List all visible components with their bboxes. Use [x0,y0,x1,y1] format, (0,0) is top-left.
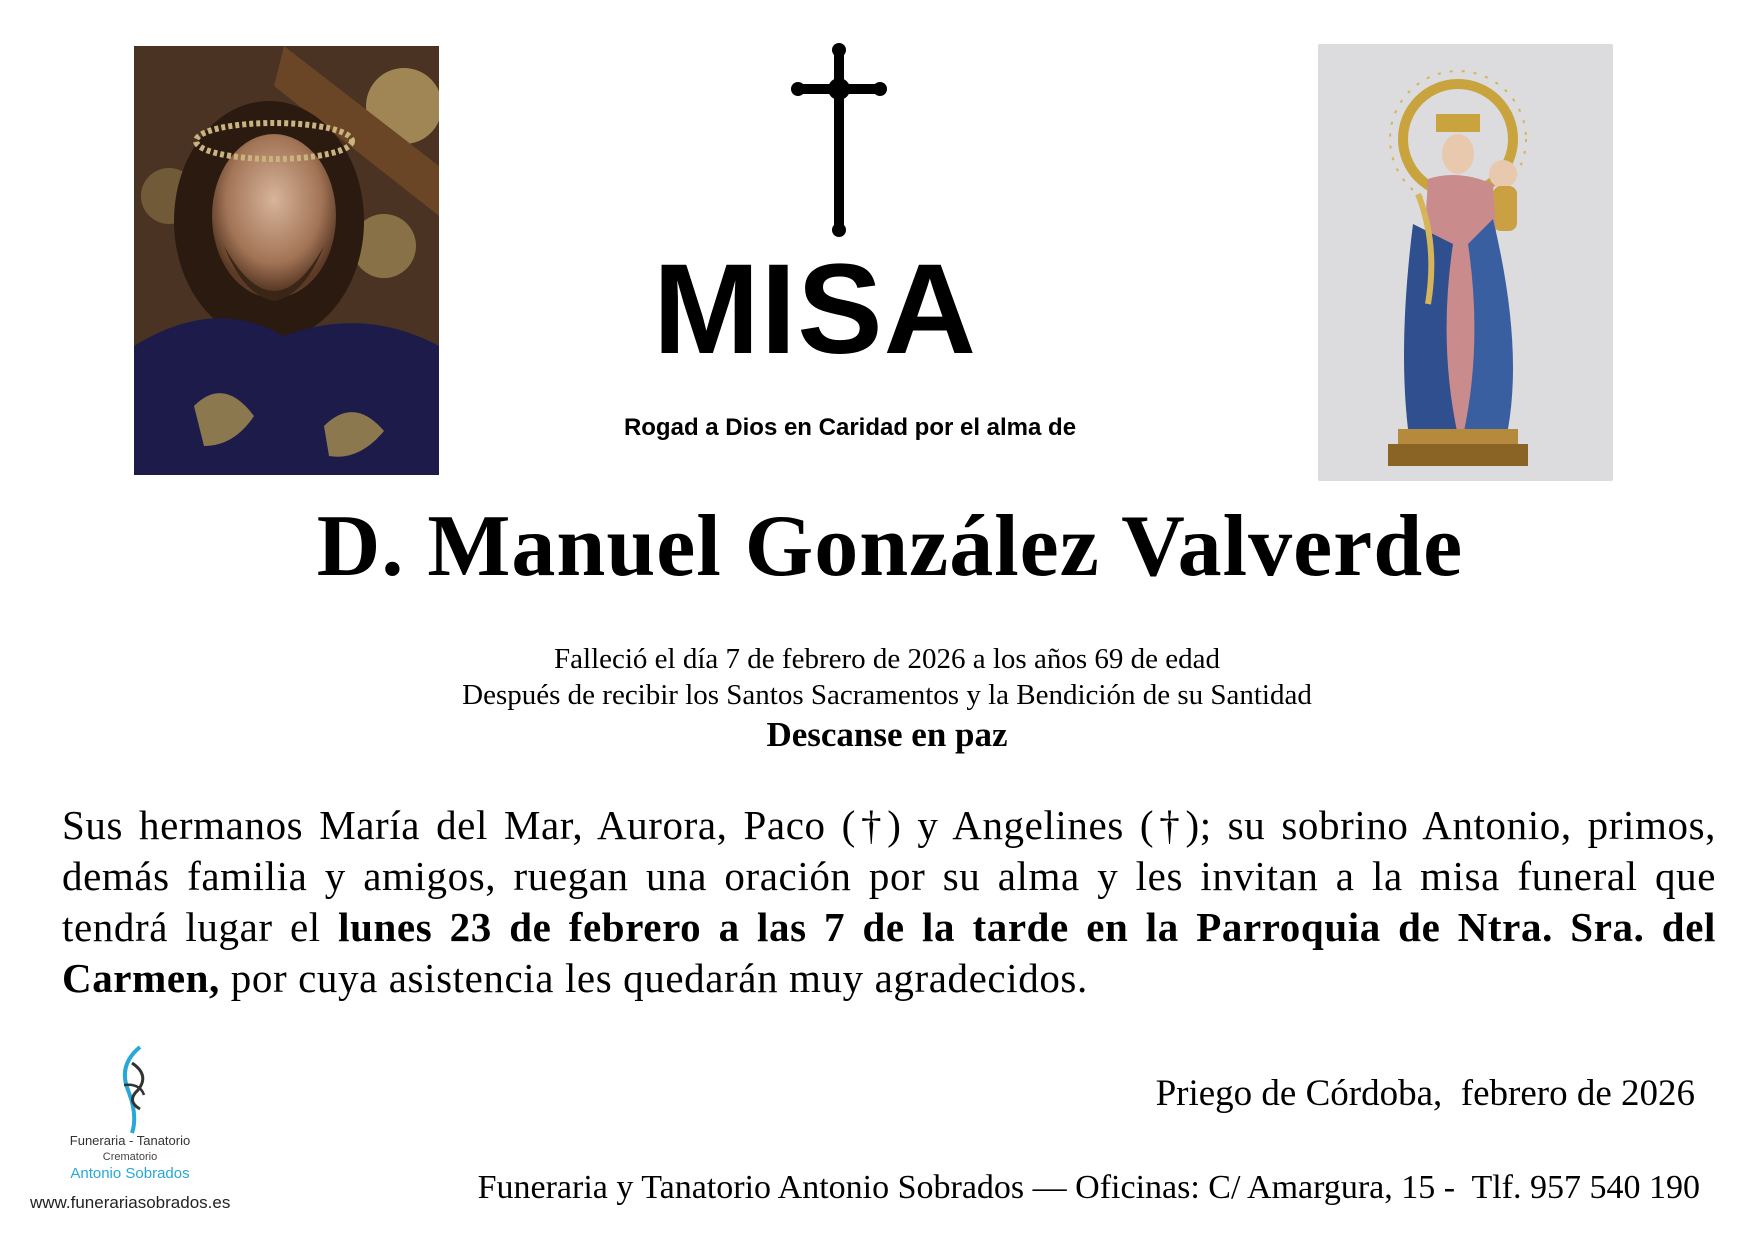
death-info: Falleció el día 7 de febrero de 2026 a los años 69 de edad [554,643,1220,675]
prayer-subtitle: Rogad a Dios en Caridad por el alma de [623,414,1077,441]
logo-line-3: Antonio Sobrados [70,1165,190,1182]
funeral-home-logo-mark [110,1045,160,1135]
deceased-name: D. Manuel González Valverde [316,498,1464,595]
website-link[interactable]: www.funerariasobrados.es [30,1193,231,1212]
cross-icon [790,42,888,237]
announcement-text-2: por cuya asistencia les quedarán muy agradecidos. [219,955,1088,1001]
announcement-paragraph [62,800,1716,1004]
announcement-mass-details: lunes 23 de febrero a las 7 de la tarde en la Parroquia de Ntra. Sra. del Carmen, [62,904,1716,1001]
sacraments-info: Después de recibir los Santos Sacramentos y la Bendición de su Santidad [462,679,1312,711]
virgin-mary-image [1318,44,1613,481]
footer-contact: Funeraria y Tanatorio Antonio Sobrados — Oficinas: C/ Amargura, 15 - Tlf. 957 540 190 [477,1169,1700,1206]
jesus-nazareno-image [134,46,439,475]
announcement-text-1: Sus hermanos María del Mar, Aurora, Paco (†) y Angelines (†); su sobrino Antonio, primos, demás familia y amigos, ruegan una oración por su alma y les invitan a la misa funeral que tendrá lugar el [62,802,1716,950]
place-date: Priego de Córdoba, febrero de 2026 [1155,1073,1695,1114]
logo-line-1: Funeraria - Tanatorio [69,1133,191,1148]
page-title: MISA [653,238,977,381]
logo-line-2: Crematorio [102,1151,158,1163]
rest-in-peace: Descanse en paz [766,715,1008,754]
